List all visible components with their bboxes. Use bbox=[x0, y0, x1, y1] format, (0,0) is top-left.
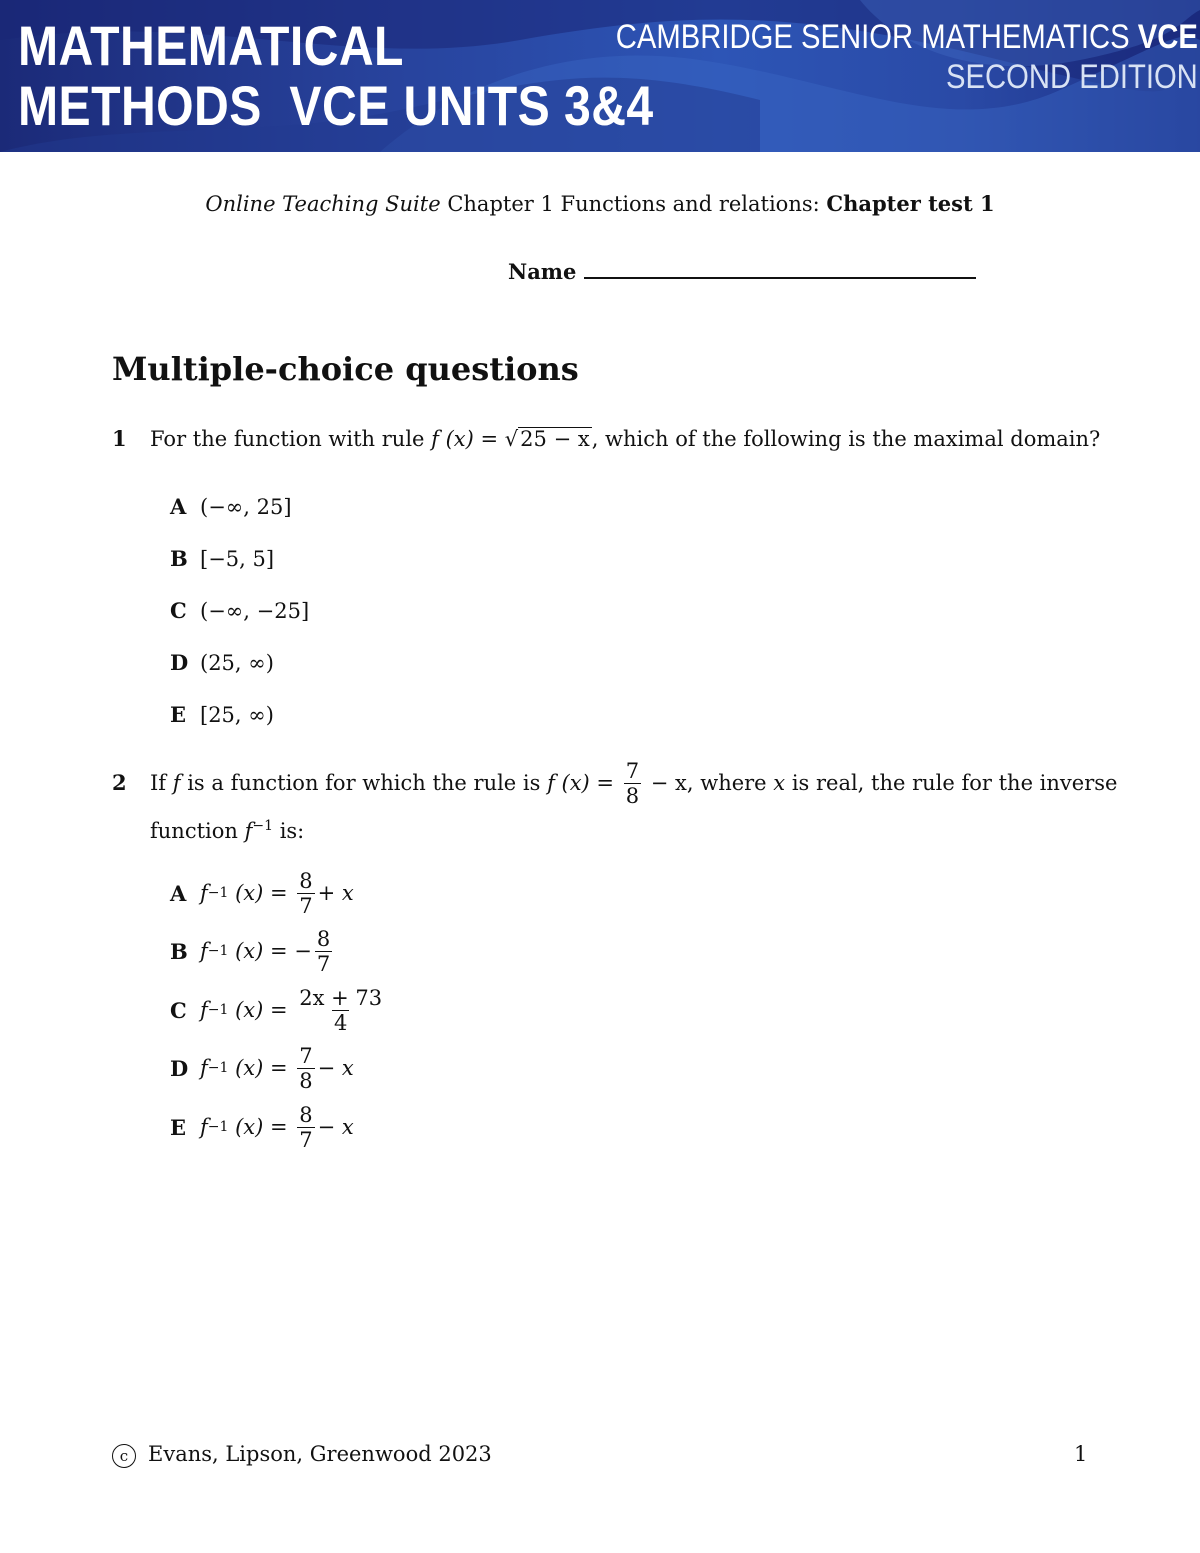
inverse-sup: −1 bbox=[207, 1119, 229, 1135]
header-banner bbox=[0, 0, 1200, 152]
option-fraction bbox=[297, 986, 384, 1035]
series-prefix: CAMBRIDGE SENIOR MATHEMATICS bbox=[615, 18, 1138, 56]
option-text: [−5, 5] bbox=[200, 547, 275, 571]
inverse-arg: (x) = bbox=[228, 939, 295, 963]
option-letter: D bbox=[170, 1055, 189, 1081]
option-d[interactable] bbox=[170, 649, 274, 677]
q2-text-b: is a function for which the rule is bbox=[180, 771, 548, 795]
banner-edition: SECOND EDITION bbox=[946, 58, 1198, 96]
q2-line2-a: function bbox=[150, 819, 245, 843]
question-number: 1 bbox=[112, 426, 127, 451]
option-a[interactable] bbox=[170, 865, 354, 921]
option-letter: E bbox=[170, 702, 187, 727]
q2-f: f bbox=[172, 771, 181, 795]
q2-text-d: is real, the rule for the inverse bbox=[785, 771, 1118, 795]
q2-fx: f (x) = bbox=[547, 771, 621, 795]
fraction-numerator: 7 bbox=[299, 1043, 313, 1068]
inverse-f: f bbox=[200, 1115, 208, 1139]
q2-text-c: − x, where bbox=[644, 771, 774, 795]
option-d[interactable] bbox=[170, 1040, 354, 1096]
inverse-arg: (x) = bbox=[228, 998, 295, 1022]
fraction-denominator: 7 bbox=[316, 951, 331, 976]
option-letter: B bbox=[170, 938, 188, 964]
option-text: [25, ∞) bbox=[200, 703, 274, 727]
fraction-denominator: 4 bbox=[334, 1010, 348, 1035]
fraction-denominator: 7 bbox=[299, 893, 313, 918]
option-pre: − bbox=[294, 939, 312, 963]
fraction-denominator: 8 bbox=[625, 783, 640, 808]
name-label: Name bbox=[508, 259, 577, 284]
option-c[interactable] bbox=[170, 982, 387, 1038]
page-number: 1 bbox=[1074, 1442, 1088, 1466]
question-text-line2 bbox=[150, 812, 304, 845]
option-letter: B bbox=[170, 546, 188, 571]
q2-line2-f: f bbox=[244, 819, 253, 843]
q2-line2-sup: −1 bbox=[252, 818, 274, 834]
option-a[interactable] bbox=[170, 493, 292, 521]
fraction-denominator: 7 bbox=[299, 1127, 313, 1152]
option-fraction bbox=[297, 1103, 314, 1152]
inverse-arg: (x) = bbox=[228, 1056, 295, 1080]
banner-series bbox=[616, 18, 1198, 56]
name-field[interactable] bbox=[508, 258, 976, 286]
name-blank-line[interactable] bbox=[584, 261, 976, 279]
fraction-numerator: 8 bbox=[299, 868, 313, 893]
option-fraction bbox=[297, 869, 314, 918]
option-letter: C bbox=[170, 997, 187, 1023]
chapter-name: Chapter 1 Functions and relations: bbox=[447, 192, 820, 216]
fraction-numerator: 7 bbox=[625, 758, 640, 783]
option-post: + x bbox=[317, 881, 354, 905]
fraction-denominator: 8 bbox=[299, 1068, 313, 1093]
q2-x: x bbox=[773, 771, 786, 795]
option-text: (−∞, 25] bbox=[200, 495, 292, 519]
option-text: (25, ∞) bbox=[200, 651, 274, 675]
document-subheader bbox=[0, 190, 1200, 218]
option-letter: C bbox=[170, 598, 187, 623]
option-b[interactable] bbox=[170, 923, 335, 979]
option-letter: A bbox=[170, 880, 187, 906]
inverse-f: f bbox=[200, 998, 208, 1022]
option-post: − x bbox=[317, 1115, 354, 1139]
footer-authors: Evans, Lipson, Greenwood 2023 bbox=[148, 1442, 492, 1466]
sqrt-symbol: √ bbox=[504, 427, 519, 451]
fraction-numerator: 8 bbox=[299, 1102, 313, 1127]
question-number: 2 bbox=[112, 770, 127, 795]
banner-title-line2: METHODS VCE UNITS 3&4 bbox=[18, 74, 654, 137]
q2-line2-b: is: bbox=[273, 819, 305, 843]
q1-fx: f (x) = bbox=[431, 427, 505, 451]
option-e[interactable] bbox=[170, 1099, 354, 1155]
footer-copyright bbox=[112, 1440, 492, 1468]
copyright-icon: c bbox=[112, 1444, 136, 1468]
inverse-arg: (x) = bbox=[228, 881, 295, 905]
option-letter: E bbox=[170, 1114, 187, 1140]
option-letter: D bbox=[170, 650, 189, 675]
option-b[interactable] bbox=[170, 545, 274, 573]
q2-text-a: If bbox=[150, 771, 173, 795]
inverse-f: f bbox=[200, 1056, 208, 1080]
question-text bbox=[150, 425, 1100, 453]
q1-text-pre: For the function with rule bbox=[150, 427, 432, 451]
inverse-sup: −1 bbox=[207, 885, 229, 901]
inverse-sup: −1 bbox=[207, 943, 229, 959]
suite-name: Online Teaching Suite bbox=[205, 192, 441, 216]
option-post: − x bbox=[317, 1056, 354, 1080]
banner-title-line1: MATHEMATICAL bbox=[18, 14, 404, 77]
q1-sqrt-arg: 25 − x bbox=[520, 427, 590, 451]
option-c[interactable] bbox=[170, 597, 309, 625]
option-e[interactable] bbox=[170, 701, 274, 729]
question-text bbox=[150, 755, 1117, 811]
series-suffix: VCE bbox=[1137, 18, 1198, 56]
inverse-arg: (x) = bbox=[228, 1115, 295, 1139]
option-fraction bbox=[315, 927, 332, 976]
inverse-sup: −1 bbox=[207, 1002, 229, 1018]
q2-fraction bbox=[624, 759, 641, 808]
inverse-f: f bbox=[200, 939, 208, 963]
q1-text-post: , which of the following is the maximal domain? bbox=[591, 427, 1101, 451]
section-title: Multiple-choice questions bbox=[112, 350, 579, 388]
fraction-numerator: 2x + 73 bbox=[299, 985, 383, 1010]
inverse-sup: −1 bbox=[207, 1060, 229, 1076]
option-fraction bbox=[297, 1044, 314, 1093]
option-text: (−∞, −25] bbox=[200, 599, 310, 623]
option-letter: A bbox=[170, 494, 187, 519]
inverse-f: f bbox=[200, 881, 208, 905]
fraction-numerator: 8 bbox=[316, 926, 331, 951]
test-name: Chapter test 1 bbox=[826, 191, 995, 216]
